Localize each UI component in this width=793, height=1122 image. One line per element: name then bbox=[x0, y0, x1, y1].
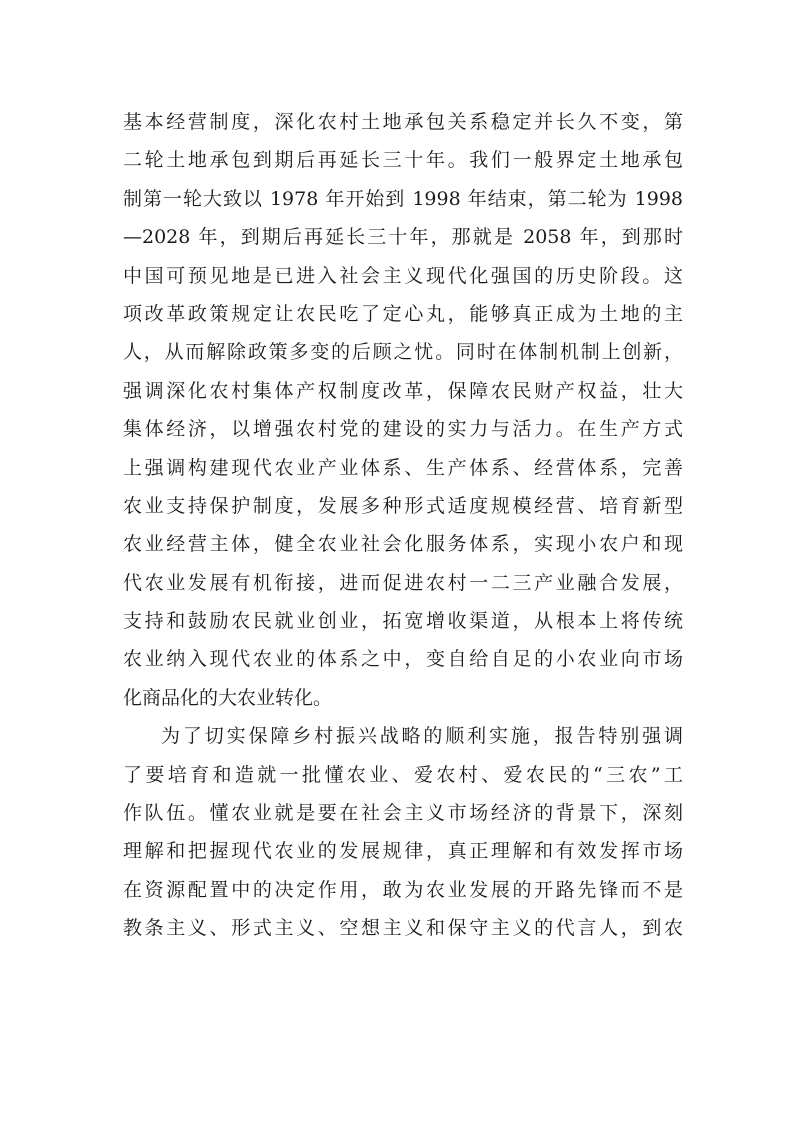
text-line: —2028 年，到期后再延长三十年，那就是 2058 年，到那时 bbox=[123, 226, 683, 249]
text-line: 农业支持保护制度，发展多种形式适度规模经营、培育新型 bbox=[123, 494, 683, 517]
text-line: 中国可预见地是已进入社会主义现代化强国的历史阶段。这 bbox=[123, 264, 683, 287]
paragraph-1 bbox=[123, 103, 683, 717]
text-line: 强调深化农村集体产权制度改革，保障农民财产权益，壮大 bbox=[123, 379, 683, 402]
text-line: 为了切实保障乡村振兴战略的顺利实施，报告特别强调 bbox=[161, 725, 683, 748]
text-line: 上强调构建现代农业产业体系、生产体系、经营体系，完善 bbox=[123, 456, 683, 479]
text-line: 制第一轮大致以 1978 年开始到 1998 年结束，第二轮为 1998 bbox=[123, 187, 683, 210]
text-line: 项改革政策规定让农民吃了定心丸，能够真正成为土地的主 bbox=[123, 302, 683, 325]
body-text bbox=[123, 103, 683, 948]
text-line: 作队伍。懂农业就是要在社会主义市场经济的背景下，深刻 bbox=[123, 802, 683, 825]
text-line: 化商品化的大农业转化。 bbox=[123, 686, 333, 709]
text-line: 集体经济，以增强农村党的建设的实力与活力。在生产方式 bbox=[123, 418, 683, 441]
text-line: 二轮土地承包到期后再延长三十年。我们一般界定土地承包 bbox=[123, 149, 683, 172]
text-line: 人，从而解除政策多变的后顾之忧。同时在体制机制上创新， bbox=[123, 341, 683, 364]
text-line: 代农业发展有机衔接，进而促进农村一二三产业融合发展， bbox=[123, 571, 683, 594]
text-line: 农业纳入现代农业的体系之中，变自给自足的小农业向市场 bbox=[123, 648, 683, 671]
text-line: 教条主义、形式主义、空想主义和保守主义的代言人，到农 bbox=[123, 917, 683, 940]
text-line: 在资源配置中的决定作用，敢为农业发展的开路先锋而不是 bbox=[123, 878, 683, 901]
text-line: 农业经营主体，健全农业社会化服务体系，实现小农户和现 bbox=[123, 533, 683, 556]
paragraph-2 bbox=[123, 717, 683, 947]
text-line: 理解和把握现代农业的发展规律，真正理解和有效发挥市场 bbox=[123, 840, 683, 863]
text-line: 支持和鼓励农民就业创业，拓宽增收渠道，从根本上将传统 bbox=[123, 610, 683, 633]
text-line: 基本经营制度，深化农村土地承包关系稳定并长久不变，第 bbox=[123, 111, 683, 133]
text-line: 了要培育和造就一批懂农业、爱农村、爱农民的“三农”工 bbox=[123, 763, 683, 786]
